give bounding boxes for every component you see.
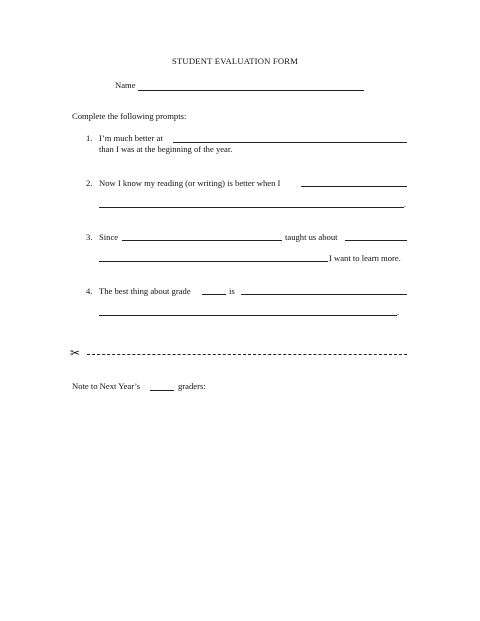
prompt-3-topic-line[interactable] [345, 240, 407, 241]
prompt-4-text: The best thing about grade [99, 286, 191, 296]
prompt-2-answer-line-1[interactable] [301, 186, 407, 187]
note-text: Note to Next Year’s [72, 381, 141, 391]
prompt-3-answer-line-2[interactable] [99, 261, 328, 262]
note-graders-text: graders: [178, 381, 206, 391]
prompt-3-text: Since [99, 232, 119, 242]
prompt-4-grade-line[interactable] [202, 294, 226, 295]
prompt-3-number: 3. [86, 232, 93, 242]
prompt-4-number: 4. [86, 286, 93, 296]
scissors-icon: ✂ [70, 346, 81, 360]
prompt-3-end-text: I want to learn more. [329, 253, 401, 263]
cut-dashed-line [87, 354, 407, 355]
note-grade-line[interactable] [150, 390, 174, 391]
name-input-line[interactable] [138, 90, 364, 91]
instructions-text: Complete the following prompts: [72, 111, 187, 121]
prompt-1-text: I’m much better at [99, 133, 163, 143]
prompt-3-middle-text: taught us about [285, 232, 338, 242]
prompt-2-period: . [404, 199, 407, 209]
name-label: Name [115, 80, 136, 90]
prompt-2-answer-line-2[interactable] [99, 207, 404, 208]
prompt-3-teacher-line[interactable] [122, 240, 282, 241]
prompt-4-period: . [397, 307, 400, 317]
prompt-4-answer-line-1[interactable] [241, 294, 407, 295]
prompt-1-continuation: than I was at the beginning of the year. [99, 144, 233, 154]
prompt-1-answer-line[interactable] [173, 142, 407, 143]
prompt-4-middle-text: is [229, 286, 235, 296]
prompt-1-number: 1. [86, 133, 93, 143]
prompt-2-number: 2. [86, 178, 93, 188]
prompt-2-text: Now I know my reading (or writing) is better when I [99, 178, 281, 188]
prompt-4-answer-line-2[interactable] [99, 315, 397, 316]
form-title: STUDENT EVALUATION FORM [172, 56, 299, 66]
